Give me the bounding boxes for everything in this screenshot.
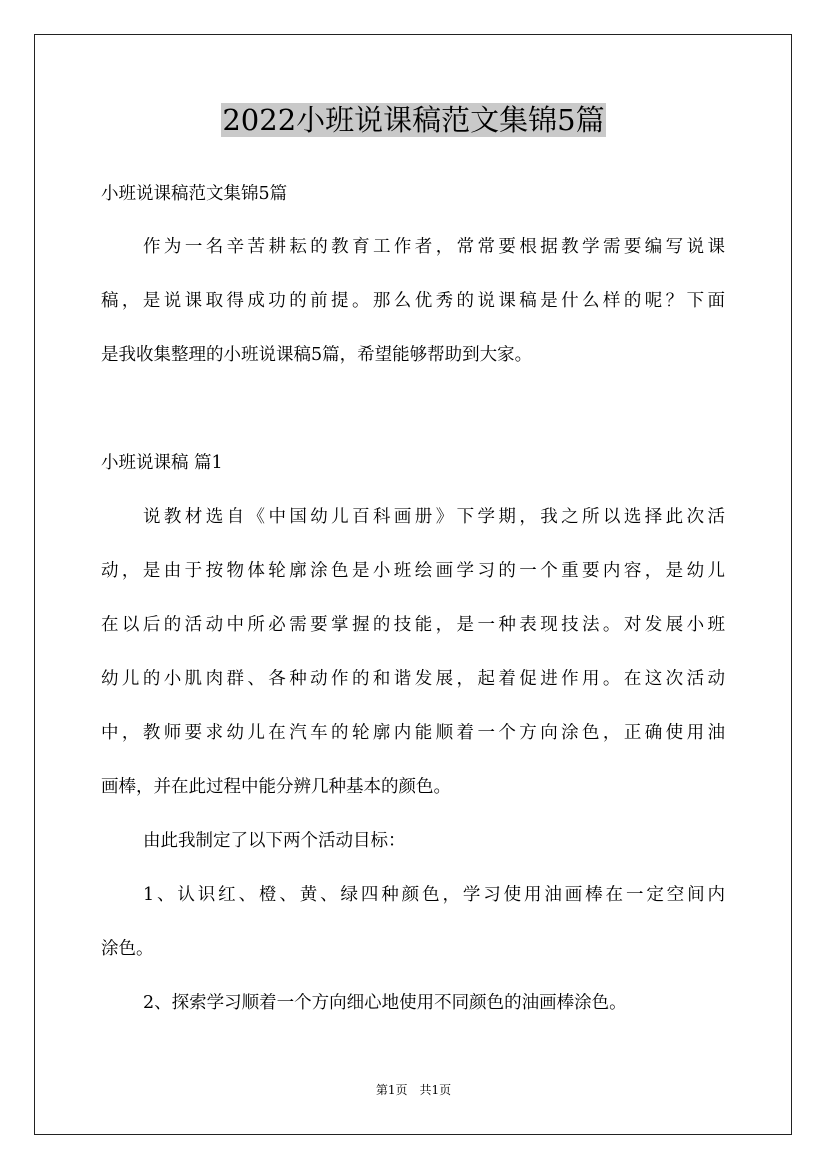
section-paragraph-line: 说教材选自《中国幼儿百科画册》下学期，我之所以选择此次活 — [143, 507, 725, 527]
intro-paragraph-line: 是我收集整理的小班说课稿5篇，希望能够帮助到大家。 — [101, 345, 533, 365]
goals-intro: 由此我制定了以下两个活动目标： — [143, 831, 406, 851]
goal-1-line: 1、认识红、橙、黄、绿四种颜色，学习使用油画棒在一定空间内 — [143, 885, 725, 905]
section-paragraph-line: 动，是由于按物体轮廓涂色是小班绘画学习的一个重要内容，是幼儿 — [101, 561, 725, 581]
goal-1-line: 涂色。 — [101, 939, 154, 959]
section-paragraph-line: 幼儿的小肌肉群、各种动作的和谐发展，起着促进作用。在这次活动 — [101, 669, 725, 689]
section-paragraph-line: 中，教师要求幼儿在汽车的轮廓内能顺着一个方向涂色，正确使用油 — [101, 723, 725, 743]
intro-paragraph-line: 作为一名辛苦耕耘的教育工作者，常常要根据教学需要编写说课 — [143, 237, 725, 257]
section-paragraph-line: 在以后的活动中所必需要掌握的技能，是一种表现技法。对发展小班 — [101, 615, 725, 635]
page-footer: 第1页 共1页 — [375, 1083, 452, 1097]
section-heading: 小班说课稿 篇1 — [101, 453, 223, 473]
intro-paragraph-line: 稿，是说课取得成功的前提。那么优秀的说课稿是什么样的呢？下面 — [101, 291, 725, 311]
document-title — [0, 100, 827, 140]
section-paragraph-line: 画棒，并在此过程中能分辨几种基本的颜色。 — [101, 777, 451, 797]
document-subtitle: 小班说课稿范文集锦5篇 — [101, 184, 288, 204]
goal-2-line: 2、探索学习顺着一个方向细心地使用不同颜色的油画棒涂色。 — [143, 993, 627, 1013]
document-title-text: 2022小班说课稿范文集锦5篇 — [222, 103, 605, 137]
